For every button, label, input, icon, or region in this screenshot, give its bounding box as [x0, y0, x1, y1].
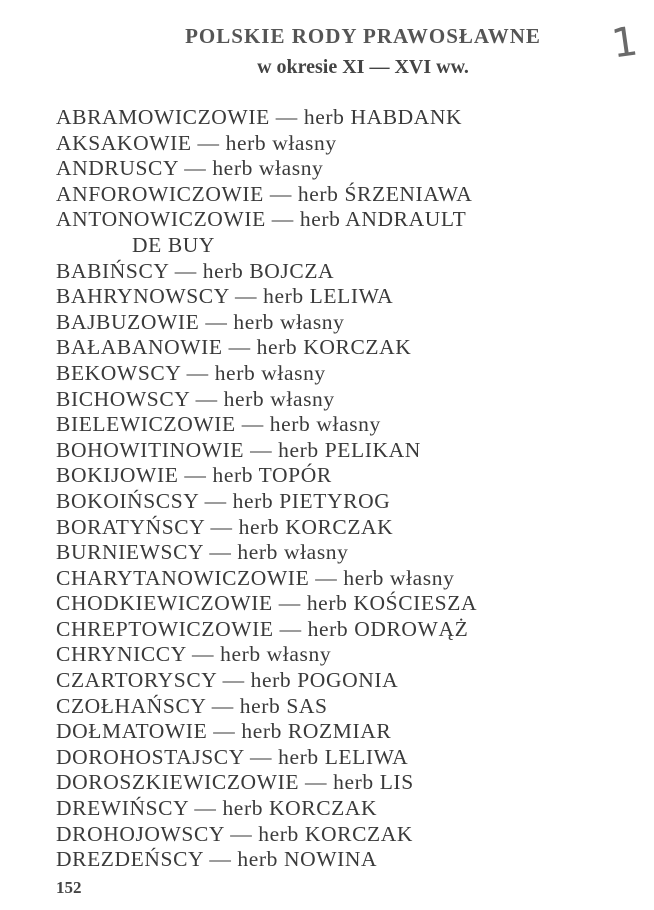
list-item: DREZDEŃSCY — herb NOWINA: [56, 847, 378, 872]
list-item: ABRAMOWICZOWIE — herb HABDANK: [56, 105, 463, 129]
list-item: BEKOWSCY — herb własny: [56, 360, 326, 385]
list-item: DOŁMATOWIE — herb ROZMIAR: [56, 719, 392, 744]
list-item: CHARYTANOWICZOWIE — herb własny: [56, 565, 455, 590]
list-item: BICHOWSCY — herb własny: [56, 386, 335, 411]
list-item: BAHRYNOWSCY — herb LELIWA: [56, 284, 394, 309]
list-item: DROHOJOWSCY — herb KORCZAK: [56, 821, 414, 846]
family-list: [56, 105, 616, 873]
list-item: ANFOROWICZOWIE — herb ŚRZENIAWA: [56, 181, 473, 206]
page-title: POLSKIE RODY PRAWOSŁAWNE: [185, 24, 541, 48]
list-item: BORATYŃSCY — herb KORCZAK: [56, 514, 394, 539]
list-item: AKSAKOWIE — herb własny: [56, 130, 337, 155]
handwritten-margin-mark: 1: [608, 18, 641, 68]
list-item: CZOŁHAŃSCY — herb SAS: [56, 693, 328, 718]
list-item: DOROSZKIEWICZOWIE — herb LIS: [56, 770, 414, 795]
page-number: 152: [56, 878, 82, 897]
list-item: CHREPTOWICZOWIE — herb ODROWĄŻ: [56, 616, 469, 641]
page-subtitle: w okresie XI — XVI ww.: [257, 56, 469, 78]
list-item: BOHOWITINOWIE — herb PELIKAN: [56, 437, 421, 462]
list-item: BAJBUZOWIE — herb własny: [56, 309, 345, 334]
list-item: BURNIEWSCY — herb własny: [56, 540, 349, 565]
list-item: BAŁABANOWIE — herb KORCZAK: [56, 335, 412, 360]
list-item: BABIŃSCY — herb BOJCZA: [56, 258, 335, 283]
list-item: CZARTORYSCY — herb POGONIA: [56, 668, 399, 693]
list-item: DREWIŃSCY — herb KORCZAK: [56, 796, 378, 821]
list-item: ANDRUSCY — herb własny: [56, 156, 324, 181]
list-item: BIELEWICZOWIE — herb własny: [56, 412, 381, 437]
list-item: CHRYNICCY — herb własny: [56, 642, 332, 667]
list-item-continuation: DE BUY: [132, 232, 216, 257]
list-item: BOKOIŃSCSY — herb PIETYROG: [56, 488, 391, 513]
list-item: DOROHOSTAJSCY — herb LELIWA: [56, 744, 409, 769]
list-item: ANTONOWICZOWIE — herb ANDRAULT: [56, 207, 467, 232]
list-item: CHODKIEWICZOWIE — herb KOŚCIESZA: [56, 591, 478, 616]
list-item: BOKIJOWIE — herb TOPÓR: [56, 463, 332, 488]
